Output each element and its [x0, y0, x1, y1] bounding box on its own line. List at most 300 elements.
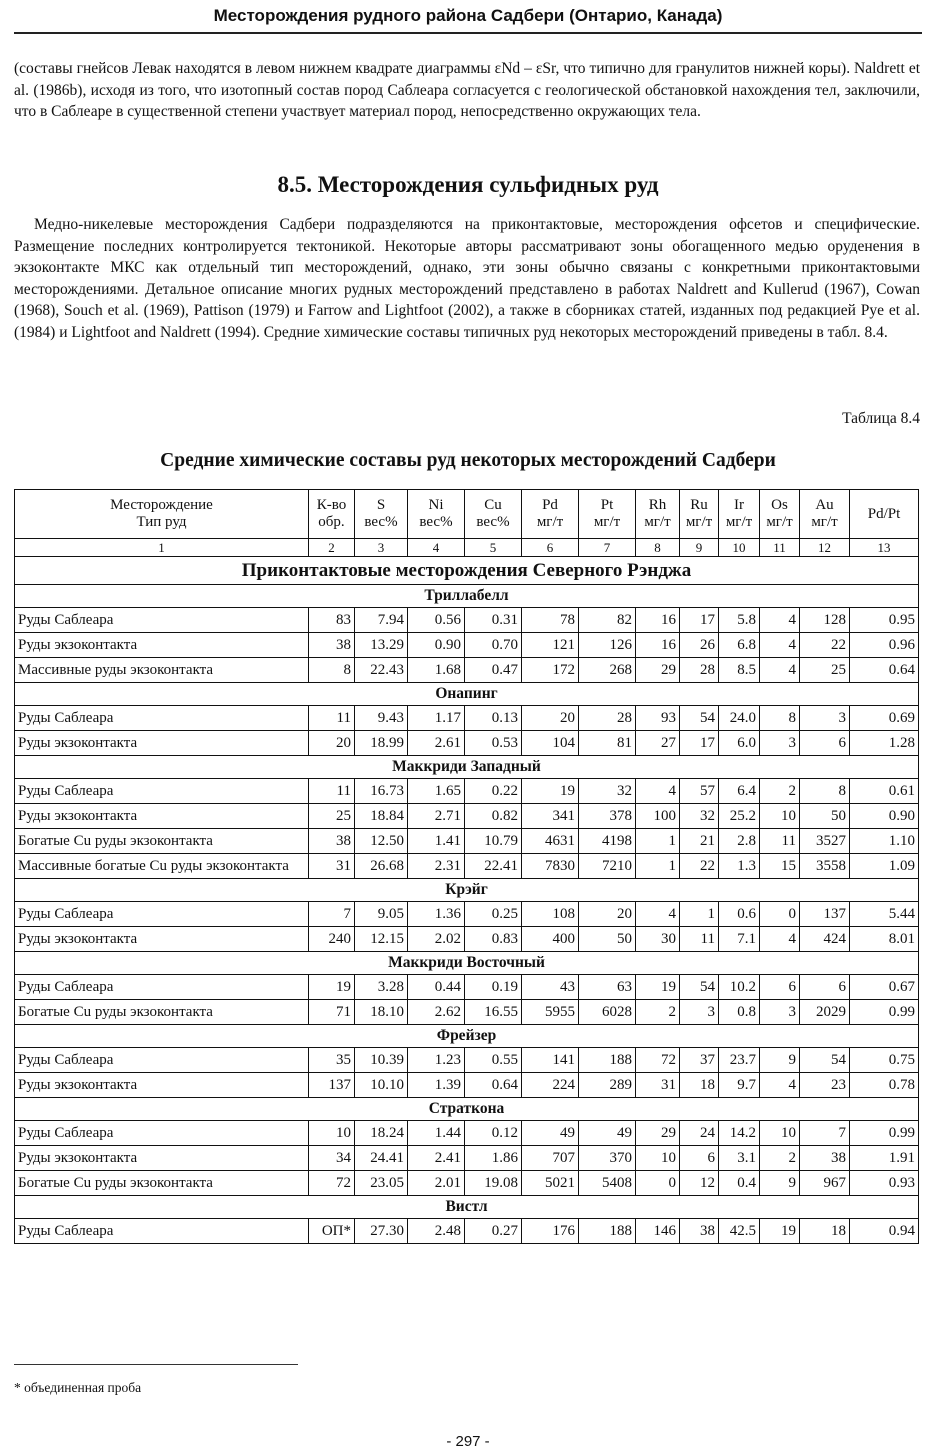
value-cell: 18.10: [355, 1000, 408, 1025]
value-cell: 23.05: [355, 1171, 408, 1196]
value-cell: 0.44: [408, 975, 465, 1000]
header-unit: мг/т: [644, 514, 671, 530]
column-number: 2: [309, 539, 355, 557]
value-cell: 967: [800, 1171, 850, 1196]
header-cell: [800, 490, 850, 539]
value-cell: 17: [680, 608, 719, 633]
value-cell: 0.90: [850, 804, 919, 829]
value-cell: 0.55: [465, 1048, 522, 1073]
value-cell: 20: [309, 731, 355, 756]
ore-type: Руды экзоконтакта: [15, 804, 309, 829]
header-element: Pt: [600, 497, 614, 513]
value-cell: 100: [636, 804, 680, 829]
value-cell: 32: [579, 779, 636, 804]
value-cell: 12.15: [355, 927, 408, 952]
value-cell: 0.8: [719, 1000, 760, 1025]
value-cell: 0.4: [719, 1171, 760, 1196]
value-cell: 14.2: [719, 1121, 760, 1146]
value-cell: 2.48: [408, 1219, 465, 1244]
header-element: Ni: [428, 497, 444, 513]
value-cell: 9.05: [355, 902, 408, 927]
value-cell: 29: [636, 658, 680, 683]
major-heading-row: [15, 557, 919, 585]
value-cell: 0: [760, 902, 800, 927]
value-cell: 0.83: [465, 927, 522, 952]
value-cell: 2.62: [408, 1000, 465, 1025]
table-row: [15, 1121, 919, 1146]
ore-type: Богатые Cu руды экзоконтакта: [15, 1000, 309, 1025]
value-cell: 4: [760, 1073, 800, 1098]
ore-type: Руды Саблеара: [15, 1219, 309, 1244]
column-number-row: [15, 539, 919, 557]
value-cell: 7: [800, 1121, 850, 1146]
value-cell: 7: [309, 902, 355, 927]
value-cell: 50: [800, 804, 850, 829]
value-cell: 6.4: [719, 779, 760, 804]
paragraph-deposits: Медно-никелевые месторождения Садбери подразделяются на приконтактовые, месторождения офсетов и специфические. Размещение последних контролируется тектоникой. Некоторые авторы рассматривают зоны обогащенного медью оруденения в экзоконтакте МКС как отдельный тип месторождений, однако, эти зоны обычно связаны с конкретными приконтактовыми месторождениями. Детальное описание многих рудных месторождений представлено в работах Naldrett and Kullerud (1967), Cowan (1968), Souch et al. (1969), Pattison (1979) и Farrow and Lightfoot (2002), а также в сборниках статей, изданных под редакцией Pye et al. (1984) и Lightfoot and Naldrett (1994). Средние химические составы типичных руд некоторых месторождений приведены в табл. 8.4.: [14, 216, 920, 341]
header-element: Ir: [734, 497, 744, 513]
value-cell: 172: [522, 658, 579, 683]
value-cell: 2.71: [408, 804, 465, 829]
value-cell: 1.68: [408, 658, 465, 683]
value-cell: 5.8: [719, 608, 760, 633]
value-cell: 1.3: [719, 854, 760, 879]
value-cell: 82: [579, 608, 636, 633]
header-deposit-label: Месторождение: [110, 497, 213, 513]
value-cell: 188: [579, 1048, 636, 1073]
value-cell: 12: [680, 1171, 719, 1196]
deposit-group-row: [15, 585, 919, 608]
ore-type: Руды Саблеара: [15, 902, 309, 927]
value-cell: 1.44: [408, 1121, 465, 1146]
value-cell: 11: [760, 829, 800, 854]
value-cell: 2.8: [719, 829, 760, 854]
table-row: [15, 1219, 919, 1244]
value-cell: 6.8: [719, 633, 760, 658]
value-cell: 9: [760, 1048, 800, 1073]
value-cell: 1: [636, 854, 680, 879]
value-cell: 7.94: [355, 608, 408, 633]
value-cell: 268: [579, 658, 636, 683]
value-cell: 38: [680, 1219, 719, 1244]
table-row: [15, 804, 919, 829]
value-cell: 0.75: [850, 1048, 919, 1073]
table-row: [15, 829, 919, 854]
value-cell: 289: [579, 1073, 636, 1098]
value-cell: 3: [800, 706, 850, 731]
value-cell: 10.2: [719, 975, 760, 1000]
value-cell: 7.1: [719, 927, 760, 952]
value-cell: 3.28: [355, 975, 408, 1000]
value-cell: 0.47: [465, 658, 522, 683]
value-cell: ОП*: [309, 1219, 355, 1244]
deposit-name: Маккриди Восточный: [15, 952, 919, 975]
value-cell: 35: [309, 1048, 355, 1073]
value-cell: 4198: [579, 829, 636, 854]
header-cell: [636, 490, 680, 539]
value-cell: 18.24: [355, 1121, 408, 1146]
column-number: 7: [579, 539, 636, 557]
value-cell: 9: [760, 1171, 800, 1196]
deposit-name: Фрейзер: [15, 1025, 919, 1048]
value-cell: 0.64: [465, 1073, 522, 1098]
value-cell: 6: [800, 975, 850, 1000]
value-cell: 11: [309, 779, 355, 804]
ore-type: Массивные богатые Cu руды экзоконтакта: [15, 854, 309, 879]
table-row: [15, 1146, 919, 1171]
section-title: 8.5. Месторождения сульфидных руд: [277, 172, 659, 197]
ore-type: Руды экзоконтакта: [15, 1146, 309, 1171]
ore-type: Богатые Cu руды экзоконтакта: [15, 1171, 309, 1196]
header-unit: мг/т: [725, 514, 753, 530]
value-cell: 16.73: [355, 779, 408, 804]
value-cell: 137: [800, 902, 850, 927]
value-cell: 83: [309, 608, 355, 633]
value-cell: 0.61: [850, 779, 919, 804]
value-cell: 7210: [579, 854, 636, 879]
value-cell: 0.94: [850, 1219, 919, 1244]
header-unit: мг/т: [536, 514, 564, 530]
deposit-group-row: [15, 879, 919, 902]
ore-type: Руды Саблеара: [15, 779, 309, 804]
value-cell: 400: [522, 927, 579, 952]
header-unit: мг/т: [811, 514, 838, 530]
value-cell: 370: [579, 1146, 636, 1171]
value-cell: 27: [636, 731, 680, 756]
header-element: Ru: [690, 497, 708, 513]
value-cell: 38: [309, 829, 355, 854]
value-cell: 0.99: [850, 1000, 919, 1025]
column-number: 5: [465, 539, 522, 557]
value-cell: 3.1: [719, 1146, 760, 1171]
header-cell: [355, 490, 408, 539]
value-cell: 4: [760, 608, 800, 633]
value-cell: 2.61: [408, 731, 465, 756]
value-cell: 1.28: [850, 731, 919, 756]
table-row: [15, 608, 919, 633]
value-cell: 2.31: [408, 854, 465, 879]
table-row: [15, 731, 919, 756]
deposit-group-row: [15, 756, 919, 779]
deposit-group-row: [15, 683, 919, 706]
value-cell: 7830: [522, 854, 579, 879]
value-cell: 0.12: [465, 1121, 522, 1146]
table-row: [15, 1000, 919, 1025]
header-cell: [408, 490, 465, 539]
value-cell: 6028: [579, 1000, 636, 1025]
value-cell: 0.13: [465, 706, 522, 731]
value-cell: 0.19: [465, 975, 522, 1000]
value-cell: 0.22: [465, 779, 522, 804]
running-head: Месторождения рудного района Садбери (Онтарио, Канада): [14, 6, 922, 34]
column-number: 12: [800, 539, 850, 557]
value-cell: 15: [760, 854, 800, 879]
value-cell: 4631: [522, 829, 579, 854]
value-cell: 4: [636, 902, 680, 927]
column-number: 13: [850, 539, 919, 557]
table-row: [15, 927, 919, 952]
value-cell: 22.43: [355, 658, 408, 683]
composition-table: [14, 489, 919, 1244]
table-title: Средние химические составы руд некоторых месторождений Садбери: [160, 450, 776, 471]
value-cell: 1.09: [850, 854, 919, 879]
value-cell: 19.08: [465, 1171, 522, 1196]
header-unit: мг/т: [766, 514, 793, 530]
column-number: 1: [15, 539, 309, 557]
value-cell: 31: [309, 854, 355, 879]
value-cell: 25: [309, 804, 355, 829]
value-cell: 1.91: [850, 1146, 919, 1171]
deposit-group-row: [15, 1098, 919, 1121]
value-cell: 0.90: [408, 633, 465, 658]
value-cell: 146: [636, 1219, 680, 1244]
value-cell: 8: [760, 706, 800, 731]
column-number: 11: [760, 539, 800, 557]
column-number: 6: [522, 539, 579, 557]
value-cell: 17: [680, 731, 719, 756]
value-cell: 20: [522, 706, 579, 731]
value-cell: 6: [800, 731, 850, 756]
value-cell: 19: [309, 975, 355, 1000]
value-cell: 10: [760, 804, 800, 829]
value-cell: 54: [680, 975, 719, 1000]
value-cell: 9.43: [355, 706, 408, 731]
header-cell: [579, 490, 636, 539]
header-cell: [309, 490, 355, 539]
value-cell: 29: [636, 1121, 680, 1146]
table-header-row: [15, 490, 919, 539]
header-unit: обр.: [318, 514, 345, 530]
header-cell: [719, 490, 760, 539]
value-cell: 104: [522, 731, 579, 756]
header-element: Au: [815, 497, 834, 513]
value-cell: 4: [760, 927, 800, 952]
table-row: [15, 854, 919, 879]
value-cell: 0.6: [719, 902, 760, 927]
footnote: * объединенная проба: [14, 1380, 142, 1395]
header-cell: [522, 490, 579, 539]
value-cell: 2.02: [408, 927, 465, 952]
value-cell: 34: [309, 1146, 355, 1171]
value-cell: 81: [579, 731, 636, 756]
paragraph-intro: (составы гнейсов Левак находятся в левом нижнем квадрате диаграммы εNd – εSr, что типично для гранулитов нижней коры). Naldrett et al. (1986b), исходя из того, что изотопный состав пород Саблеара согласуется с геологической обстановкой нахождения тел, заключили, что в Саблеаре в существенной степени участвует материал пород, непосредственно окружающих тела.: [14, 60, 920, 120]
table-row: [15, 975, 919, 1000]
header-pd-pt: Pd/Pt: [850, 490, 919, 539]
value-cell: 26.68: [355, 854, 408, 879]
value-cell: 1.10: [850, 829, 919, 854]
column-number: 10: [719, 539, 760, 557]
header-unit: вес%: [419, 514, 453, 530]
value-cell: 0.53: [465, 731, 522, 756]
value-cell: 38: [800, 1146, 850, 1171]
value-cell: 8.5: [719, 658, 760, 683]
value-cell: 50: [579, 927, 636, 952]
value-cell: 28: [579, 706, 636, 731]
value-cell: 11: [680, 927, 719, 952]
table-row: [15, 633, 919, 658]
value-cell: 11: [309, 706, 355, 731]
header-cell: [465, 490, 522, 539]
header-element: К-во: [316, 497, 347, 513]
value-cell: 54: [800, 1048, 850, 1073]
value-cell: 24: [680, 1121, 719, 1146]
value-cell: 2029: [800, 1000, 850, 1025]
header-unit: мг/т: [685, 514, 713, 530]
value-cell: 22: [800, 633, 850, 658]
value-cell: 6: [680, 1146, 719, 1171]
value-cell: 20: [579, 902, 636, 927]
column-number: 4: [408, 539, 465, 557]
value-cell: 1.65: [408, 779, 465, 804]
ore-type: Руды Саблеара: [15, 608, 309, 633]
value-cell: 24.0: [719, 706, 760, 731]
value-cell: 141: [522, 1048, 579, 1073]
value-cell: 18.84: [355, 804, 408, 829]
ore-type: Руды экзоконтакта: [15, 927, 309, 952]
table-row: [15, 1048, 919, 1073]
value-cell: 424: [800, 927, 850, 952]
value-cell: 25.2: [719, 804, 760, 829]
value-cell: 25: [800, 658, 850, 683]
value-cell: 8: [309, 658, 355, 683]
value-cell: 18: [680, 1073, 719, 1098]
header-unit: вес%: [476, 514, 510, 530]
header-deposit: [15, 490, 309, 539]
value-cell: 49: [522, 1121, 579, 1146]
value-cell: 30: [636, 927, 680, 952]
value-cell: 18: [800, 1219, 850, 1244]
value-cell: 78: [522, 608, 579, 633]
value-cell: 2: [760, 1146, 800, 1171]
value-cell: 0: [636, 1171, 680, 1196]
value-cell: 10: [309, 1121, 355, 1146]
value-cell: 0.25: [465, 902, 522, 927]
value-cell: 2: [760, 779, 800, 804]
value-cell: 0.70: [465, 633, 522, 658]
value-cell: 10.79: [465, 829, 522, 854]
value-cell: 21: [680, 829, 719, 854]
value-cell: 0.99: [850, 1121, 919, 1146]
value-cell: 24.41: [355, 1146, 408, 1171]
header-element: S: [376, 497, 386, 513]
ore-type: Богатые Cu руды экзоконтакта: [15, 829, 309, 854]
table-row: [15, 706, 919, 731]
deposit-name: Страткона: [15, 1098, 919, 1121]
value-cell: 26: [680, 633, 719, 658]
value-cell: 1.41: [408, 829, 465, 854]
ore-type: Руды Саблеара: [15, 1048, 309, 1073]
value-cell: 1.86: [465, 1146, 522, 1171]
ore-type: Руды экзоконтакта: [15, 1073, 309, 1098]
ore-type: Руды Саблеара: [15, 975, 309, 1000]
header-element: Rh: [648, 497, 667, 513]
value-cell: 176: [522, 1219, 579, 1244]
value-cell: 0.56: [408, 608, 465, 633]
header-cell: [760, 490, 800, 539]
value-cell: 23: [800, 1073, 850, 1098]
value-cell: 2.01: [408, 1171, 465, 1196]
value-cell: 1.39: [408, 1073, 465, 1098]
column-number: 3: [355, 539, 408, 557]
value-cell: 707: [522, 1146, 579, 1171]
value-cell: 93: [636, 706, 680, 731]
value-cell: 16: [636, 608, 680, 633]
value-cell: 72: [636, 1048, 680, 1073]
value-cell: 8: [800, 779, 850, 804]
column-number: 8: [636, 539, 680, 557]
value-cell: 5.44: [850, 902, 919, 927]
value-cell: 32: [680, 804, 719, 829]
value-cell: 13.29: [355, 633, 408, 658]
value-cell: 38: [309, 633, 355, 658]
value-cell: 0.69: [850, 706, 919, 731]
deposit-group-row: [15, 1196, 919, 1219]
header-element: Os: [771, 497, 788, 513]
value-cell: 0.27: [465, 1219, 522, 1244]
value-cell: 1.23: [408, 1048, 465, 1073]
value-cell: 9.7: [719, 1073, 760, 1098]
value-cell: 126: [579, 633, 636, 658]
value-cell: 108: [522, 902, 579, 927]
value-cell: 0.93: [850, 1171, 919, 1196]
deposit-group-row: [15, 1025, 919, 1048]
deposit-name: Триллабелл: [15, 585, 919, 608]
ore-type: Руды экзоконтакта: [15, 731, 309, 756]
ore-type: Руды Саблеара: [15, 1121, 309, 1146]
value-cell: 224: [522, 1073, 579, 1098]
value-cell: 0.67: [850, 975, 919, 1000]
header-unit: мг/т: [593, 514, 621, 530]
value-cell: 10.10: [355, 1073, 408, 1098]
value-cell: 19: [760, 1219, 800, 1244]
value-cell: 2: [636, 1000, 680, 1025]
table-row: [15, 779, 919, 804]
table-row: [15, 902, 919, 927]
value-cell: 6: [760, 975, 800, 1000]
column-number: 9: [680, 539, 719, 557]
table-row: [15, 1171, 919, 1196]
value-cell: 19: [636, 975, 680, 1000]
value-cell: 23.7: [719, 1048, 760, 1073]
value-cell: 12.50: [355, 829, 408, 854]
value-cell: 2.41: [408, 1146, 465, 1171]
ore-type: Руды Саблеара: [15, 706, 309, 731]
value-cell: 6.0: [719, 731, 760, 756]
ore-type: Массивные руды экзоконтакта: [15, 658, 309, 683]
value-cell: 27.30: [355, 1219, 408, 1244]
value-cell: 5021: [522, 1171, 579, 1196]
value-cell: 3527: [800, 829, 850, 854]
header-element: Pd: [542, 497, 558, 513]
value-cell: 4: [636, 779, 680, 804]
value-cell: 16: [636, 633, 680, 658]
value-cell: 63: [579, 975, 636, 1000]
value-cell: 10: [760, 1121, 800, 1146]
value-cell: 1: [636, 829, 680, 854]
page-number: - 297 -: [446, 1433, 490, 1450]
value-cell: 188: [579, 1219, 636, 1244]
deposit-name: Онапинг: [15, 683, 919, 706]
value-cell: 5955: [522, 1000, 579, 1025]
value-cell: 137: [309, 1073, 355, 1098]
value-cell: 18.99: [355, 731, 408, 756]
value-cell: 3: [760, 731, 800, 756]
value-cell: 54: [680, 706, 719, 731]
value-cell: 10: [636, 1146, 680, 1171]
value-cell: 42.5: [719, 1219, 760, 1244]
value-cell: 3: [680, 1000, 719, 1025]
value-cell: 4: [760, 633, 800, 658]
